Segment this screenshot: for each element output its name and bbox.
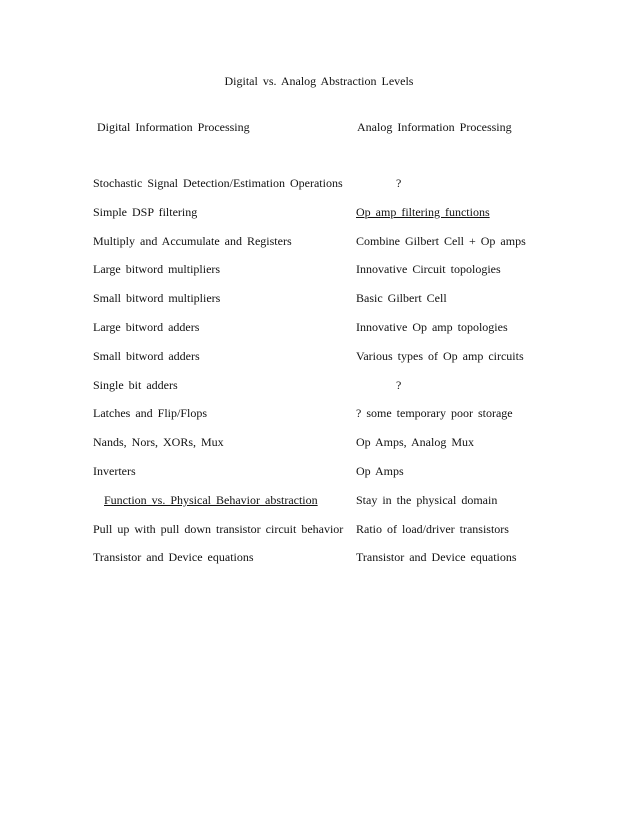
column-heading-analog: Analog Information Processing (357, 120, 512, 134)
analog-level: Ratio of load/driver transistors (356, 521, 509, 536)
digital-level: Stochastic Signal Detection/Estimation Operations (93, 176, 343, 190)
table-row (0, 493, 638, 522)
table-row (0, 435, 638, 464)
digital-level: Single bit adders (93, 377, 178, 392)
column-heading-digital: Digital Information Processing (97, 120, 250, 134)
analog-level: Op Amps, Analog Mux (356, 435, 475, 450)
digital-level: Pull up with pull down transistor circuit behavior (93, 521, 344, 536)
digital-level: Nands, Nors, XORs, Mux (93, 435, 224, 450)
table-row (0, 176, 638, 205)
table-row (0, 262, 638, 291)
digital-level: Small bitword adders (93, 348, 200, 363)
digital-level: Latches and Flip/Flops (93, 406, 207, 421)
table-row (0, 550, 638, 579)
analog-level: Op Amps (356, 463, 404, 478)
analog-level: ? (396, 176, 402, 190)
digital-level: Large bitword multipliers (93, 262, 221, 277)
table-row (0, 320, 638, 349)
digital-level: Transistor and Device equations (93, 550, 254, 565)
analog-level: Transistor and Device equations (356, 550, 517, 565)
digital-level: Function vs. Physical Behavior abstraction (104, 492, 318, 507)
digital-level: Small bitword multipliers (93, 291, 221, 306)
analog-level: ? some temporary poor storage (356, 406, 513, 421)
analog-level: Stay in the physical domain (356, 492, 498, 507)
digital-level: Large bitword adders (93, 319, 200, 334)
analog-level: Innovative Circuit topologies (356, 262, 501, 277)
analog-level: Basic Gilbert Cell (356, 291, 447, 306)
table-row (0, 205, 638, 234)
table-row (0, 378, 638, 407)
analog-level: Combine Gilbert Cell + Op amps (356, 233, 526, 248)
abstraction-levels-table (0, 176, 638, 579)
table-row (0, 291, 638, 320)
digital-level: Inverters (93, 463, 136, 478)
page-title: Digital vs. Analog Abstraction Levels (224, 74, 414, 88)
analog-level: ? (396, 377, 402, 392)
table-row (0, 522, 638, 551)
analog-level: Various types of Op amp circuits (356, 348, 524, 363)
digital-level: Simple DSP filtering (93, 204, 198, 219)
table-row (0, 464, 638, 493)
analog-level: Op amp filtering functions (356, 204, 490, 219)
table-row (0, 234, 638, 263)
digital-level: Multiply and Accumulate and Registers (93, 233, 292, 248)
table-row (0, 406, 638, 435)
table-row (0, 349, 638, 378)
analog-level: Innovative Op amp topologies (356, 319, 508, 334)
